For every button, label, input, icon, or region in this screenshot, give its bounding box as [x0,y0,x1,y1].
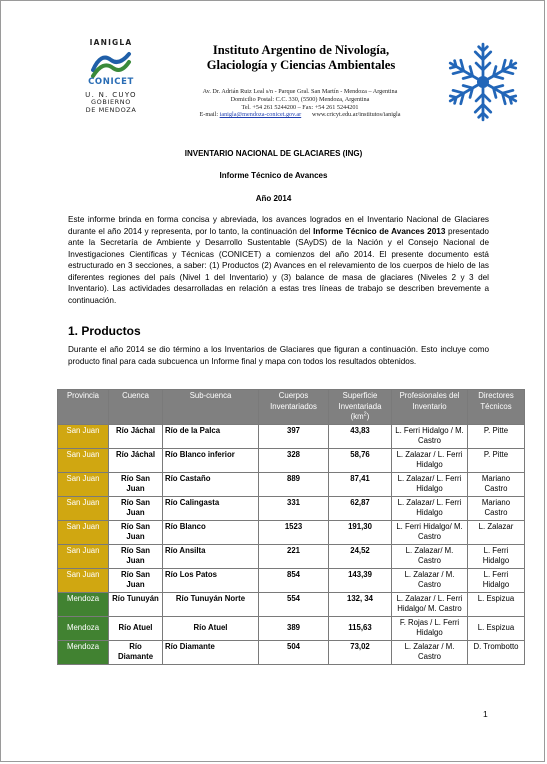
cell-cuerpos: 504 [259,640,329,664]
address-line2: Domicilio Postal: C.C. 330, (5500) Mendoza, Argentina [230,95,370,103]
cell-provincia: Mendoza [58,640,109,664]
logo-uncuyo-text: U. N. CUYO [85,91,137,99]
section1-paragraph: Durante el año 2014 se dio término a los Inventarios de Glaciares que figuran a continuación. Esto incluye como producto final para cada subcuenca un Informe final y mapa con todos los resultados obtenidos. [68,345,489,366]
cell-profesionales: L. Zalazar / L. Ferri Hidalgo [392,448,468,472]
cell-cuenca: Río Atuel [109,616,163,640]
cell-profesionales: L. Zalazar/ L. Ferri Hidalgo [392,496,468,520]
institute-address [166,88,434,119]
cell-profesionales: L. Zalazar / L. Ferri Hidalgo/ M. Castro [392,592,468,616]
address-line3: Tel. +54 261 5244200 – Fax: +54 261 5244201 [241,103,359,111]
cell-subcuenca: Río Blanco inferior [163,448,259,472]
cell-provincia: Mendoza [58,592,109,616]
cell-provincia: San Juan [58,448,109,472]
email-link[interactable]: ianigla@mendoza-conicet.gov.ar [219,111,302,119]
cell-directores: L. Zalazar [468,520,525,544]
cell-cuerpos: 554 [259,592,329,616]
table-row [58,448,525,472]
cell-subcuenca: Río Ansilta [163,544,259,568]
cell-cuenca: Río Tunuyán [109,592,163,616]
cell-provincia: San Juan [58,496,109,520]
cell-provincia: San Juan [58,472,109,496]
contact-line [166,111,434,119]
cell-subcuenca: Río Blanco [163,520,259,544]
cell-cuenca: Río San Juan [109,472,163,496]
table-row [58,472,525,496]
header-superficie-unit: (km [350,412,364,421]
cell-superficie: 62,87 [329,496,392,520]
cell-cuenca: Río San Juan [109,568,163,592]
intro-paragraph [68,214,489,306]
cell-cuerpos: 854 [259,568,329,592]
cell-profesionales: L. Ferri Hidalgo/ M. Castro [392,520,468,544]
header-cuerpos: Cuerpos Inventariados [259,390,329,425]
page-number: 1 [483,709,488,719]
website-link[interactable]: www.cricyt.edu.ar/institutos/ianigla [312,111,401,119]
header-superficie-label: Superficie Inventariada [338,391,382,411]
cell-cuenca: Río Jáchal [109,448,163,472]
cell-cuerpos: 328 [259,448,329,472]
cell-provincia: San Juan [58,568,109,592]
cell-superficie: 58,76 [329,448,392,472]
cell-subcuenca: Río de la Palca [163,424,259,448]
ianigla-conicet-logo [69,38,153,114]
cell-subcuenca: Río Atuel [163,616,259,640]
cell-superficie: 73,02 [329,640,392,664]
table-row [58,424,525,448]
cell-provincia: San Juan [58,424,109,448]
cell-cuenca: Río San Juan [109,496,163,520]
cell-directores: L. Espizua [468,616,525,640]
cell-directores: Mariano Castro [468,472,525,496]
header-subcuenca: Sub-cuenca [163,390,259,425]
table-row [58,616,525,640]
cell-cuenca: Río Diamante [109,640,163,664]
table-row [58,496,525,520]
cell-subcuenca: Río Castaño [163,472,259,496]
cell-subcuenca: Río Diamante [163,640,259,664]
cell-superficie: 87,41 [329,472,392,496]
cell-directores: L. Ferri Hidalgo [468,544,525,568]
cell-provincia: San Juan [58,544,109,568]
table-row [58,520,525,544]
document-title: INVENTARIO NACIONAL DE GLACIARES (ING) [184,149,363,158]
cell-superficie: 191,30 [329,520,392,544]
cell-profesionales: L. Zalazar / M. Castro [392,568,468,592]
cell-subcuenca: Río Tunuyán Norte [163,592,259,616]
document-subtitle: Informe Técnico de Avances [219,171,328,180]
section-heading-productos: 1. Productos [68,324,141,338]
header-superficie [329,390,392,425]
cell-subcuenca: Río Los Patos [163,568,259,592]
table-row [58,544,525,568]
cell-directores: L. Espizua [468,592,525,616]
table-row [58,592,525,616]
cell-directores: P. Pitte [468,424,525,448]
email-label: E-mail: [199,111,219,119]
inventory-table [57,389,525,665]
cell-profesionales: L. Zalazar / M. Castro [392,640,468,664]
cell-profesionales: F. Rojas / L. Ferri Hidalgo [392,616,468,640]
cell-cuenca: Río San Juan [109,544,163,568]
intro-text-1: Este informe brinda en forma concisa y abreviada, los avances logrados en el Inventario Nacional de Glaciares durante el año 2014 y representa, por lo tanto, la continuación del [68,215,489,236]
logo-gobierno-line1: GOBIERNO [91,98,131,106]
cell-cuerpos: 331 [259,496,329,520]
address-line1: Av. Dr. Adrián Ruiz Leal s/n - Parque Gral. San Martín - Mendoza – Argentina [202,88,398,95]
cell-directores: L. Ferri Hidalgo [468,568,525,592]
header-superficie-unit-close: ) [366,412,370,421]
snowflake-logo-icon [440,39,526,125]
header-provincia: Provincia [58,390,109,425]
cell-provincia: San Juan [58,520,109,544]
institute-name [181,43,421,73]
institute-name-line2: Glaciología y Ciencias Ambientales [206,58,396,72]
document-year: Año 2014 [255,194,292,203]
cell-profesionales: L. Ferri Hidalgo / M. Castro [392,424,468,448]
table-row [58,640,525,664]
intro-text-bold: Informe Técnico de Avances 2013 [313,226,446,236]
cell-provincia: Mendoza [58,616,109,640]
logo-ianigla-text: IANIGLA [89,38,133,47]
cell-profesionales: L. Zalazar/ M. Castro [392,544,468,568]
logo-conicet-text: CONICET [88,77,134,87]
cell-superficie: 43,83 [329,424,392,448]
header-cuenca: Cuenca [109,390,163,425]
cell-cuenca: Río San Juan [109,520,163,544]
cell-cuerpos: 389 [259,616,329,640]
cell-superficie: 143,39 [329,568,392,592]
cell-superficie: 24,52 [329,544,392,568]
header-directores: Directores Técnicos [468,390,525,425]
cell-directores: P. Pitte [468,448,525,472]
header-superficie-unit-sup: 2 [363,411,367,418]
table-header-row [58,390,525,425]
cell-profesionales: L. Zalazar/ L. Ferri Hidalgo [392,472,468,496]
institute-name-line1: Instituto Argentino de Nivología, [212,43,390,57]
cell-directores: D. Trombotto [468,640,525,664]
cell-subcuenca: Río Calingasta [163,496,259,520]
cell-superficie: 132, 34 [329,592,392,616]
cell-cuerpos: 1523 [259,520,329,544]
cell-cuenca: Río Jáchal [109,424,163,448]
table-row [58,568,525,592]
cell-directores: Mariano Castro [468,496,525,520]
intro-text-2: presentado ante la Secretaría de Ambiente y Desarrollo Sustentable (SAyDS) de la Nación y el Consejo Nacional de Investigaciones Científicas y Técnicas (CONICET) a comienzos del año 2014. El presente documento está estructurado en 3 secciones, a saber: (1) Productos (2) Avances en el relevamiento de los cuerpos de hielo de las diferentes regiones del país (Nivel 1 del Inventario) y (3) balance de masa de glaciares (Niveles 2 y 3 del Inventario). Las actividades desarrolladas en relación a estas tres líneas de trabajo se describen brevemente a continuación. [68,226,489,305]
cell-cuerpos: 889 [259,472,329,496]
cell-cuerpos: 397 [259,424,329,448]
cell-superficie: 115,63 [329,616,392,640]
header-profesionales: Profesionales del Inventario [392,390,468,425]
cell-cuerpos: 221 [259,544,329,568]
conicet-emblem-icon [89,48,133,78]
logo-gobierno-line2: DE MENDOZA [85,105,137,114]
